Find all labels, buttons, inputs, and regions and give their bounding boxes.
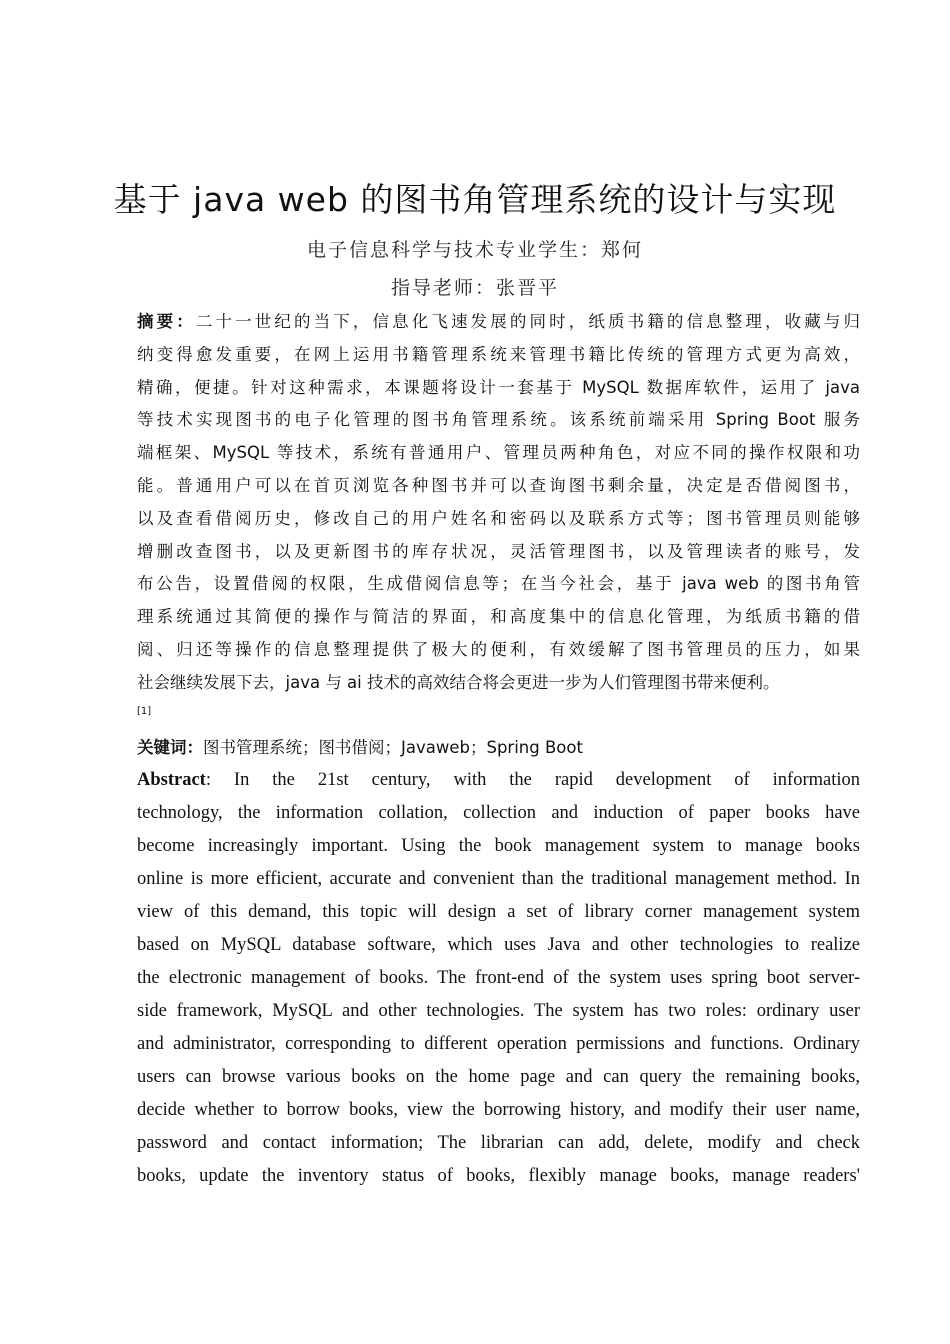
keywords-label: 关键词：	[137, 738, 203, 757]
citation-marker: [1]	[137, 706, 152, 717]
abstract-cn-line: 精确，便捷。针对这种需求，本课题将设计一套基于 MySQL 数据库软件，运用了 java	[137, 377, 860, 397]
abstract-cn-line	[137, 306, 860, 339]
english-abstract	[137, 764, 860, 1193]
abstract-cn-label: 摘要：	[137, 312, 196, 331]
abstract-en-line: technology, the information collation, collection and induction of paper books have	[137, 803, 860, 823]
abstract-en-line: password and contact information; The librarian can add, delete, modify and check	[137, 1133, 860, 1153]
abstract-cn-line: 阅、归还等操作的信息整理提供了极大的便利，有效缓解了图书管理员的压力，如果	[137, 639, 860, 659]
abstract-en-line: decide whether to borrow books, view the borrowing history, and modify their user name,	[137, 1100, 860, 1120]
chinese-abstract	[137, 306, 860, 700]
abstract-en-line	[137, 764, 860, 797]
keywords	[137, 732, 860, 765]
keywords-text: 图书管理系统；图书借阅；Javaweb；Spring Boot	[203, 738, 583, 757]
abstract-en-line: books, update the inventory status of books, flexibly manage books, manage readers'	[137, 1166, 860, 1186]
abstract-cn-line: 以及查看借阅历史，修改自己的用户姓名和密码以及联系方式等；图书管理员则能够	[137, 508, 860, 528]
abstract-en-text: : In the 21st century, with the rapid development of information	[205, 770, 860, 790]
abstract-en-line: users can browse various books on the home page and can query the remaining books,	[137, 1067, 860, 1087]
abstract-en-line: side framework, MySQL and other technologies. The system has two roles: ordinary user	[137, 1001, 860, 1021]
abstract-en-line: view of this demand, this topic will design a set of library corner management system	[137, 902, 860, 922]
author-line: 电子信息科学与技术专业学生：郑何	[306, 239, 643, 261]
abstract-reference	[137, 700, 860, 724]
abstract-cn-line: 增删改查图书，以及更新图书的库存状况，灵活管理图书，以及管理读者的账号，发	[137, 541, 860, 561]
abstract-cn-line: 能。普通用户可以在首页浏览各种图书并可以查询图书剩余量，决定是否借阅图书，	[137, 475, 860, 495]
abstract-cn-line: 布公告，设置借阅的权限，生成借阅信息等；在当今社会，基于 java web 的图书角管	[137, 574, 860, 594]
page-title: 基于 java web 的图书角管理系统的设计与实现	[113, 180, 837, 219]
advisor-line: 指导老师：张晋平	[390, 277, 559, 299]
abstract-cn-line: 理系统通过其简便的操作与简洁的界面，和高度集中的信息化管理，为纸质书籍的借	[137, 607, 860, 627]
abstract-cn-text: 二十一世纪的当下，信息化飞速发展的同时，纸质书籍的信息整理，收藏与归	[195, 312, 860, 331]
abstract-en-line: and administrator, corresponding to different operation permissions and functions. Ordinary	[137, 1034, 860, 1054]
abstract-en-label: Abstract	[137, 770, 206, 790]
abstract-en-line: based on MySQL database software, which uses Java and other technologies to realize	[137, 935, 860, 955]
abstract-en-line: online is more efficient, accurate and convenient than the traditional management method. In	[137, 869, 860, 889]
abstract-en-line: the electronic management of books. The front-end of the system uses spring boot server-	[137, 968, 860, 988]
abstract-cn-line: 等技术实现图书的电子化管理的图书角管理系统。该系统前端采用 Spring Boot 服务	[137, 410, 860, 430]
abstract-en-line: become increasingly important. Using the book management system to manage books	[137, 836, 860, 856]
abstract-cn-line: 端框架、MySQL 等技术，系统有普通用户、管理员两种角色，对应不同的操作权限和功	[137, 443, 860, 463]
abstract-cn-line: 纳变得愈发重要，在网上运用书籍管理系统来管理书籍比传统的管理方式更为高效，	[137, 344, 860, 364]
abstract-cn-line: 社会继续发展下去，java 与 ai 技术的高效结合将会更进一步为人们管理图书带来便利。	[137, 672, 780, 692]
